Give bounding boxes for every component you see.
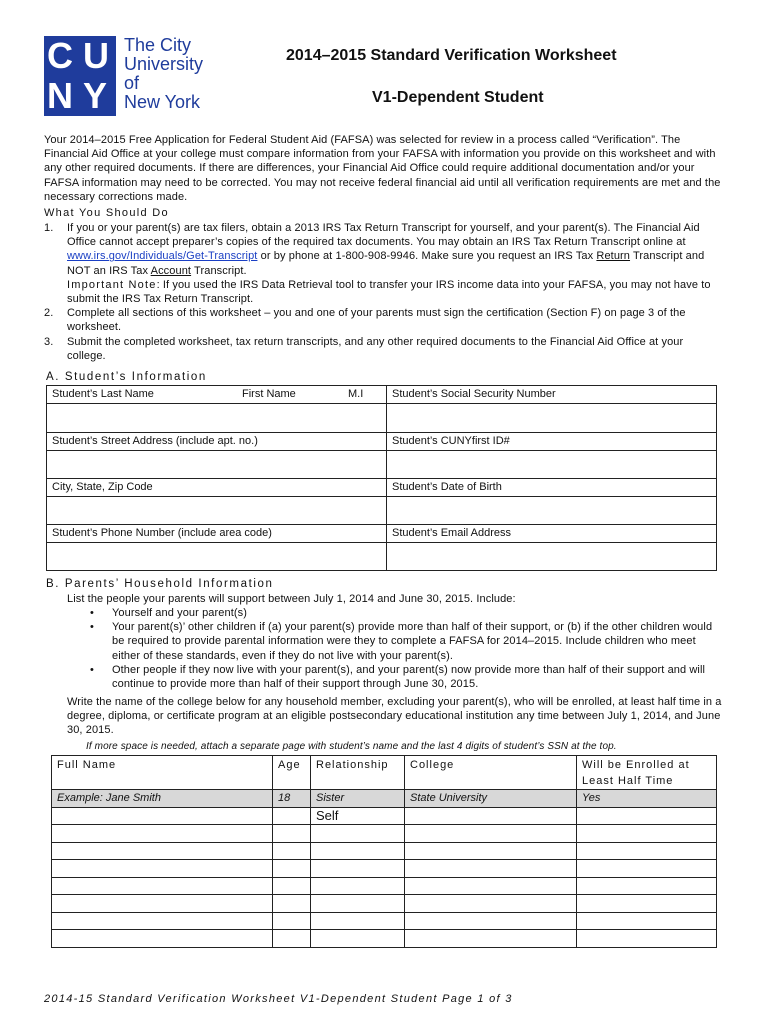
enrolled-cell[interactable]: [577, 860, 717, 878]
age-cell[interactable]: [273, 895, 311, 913]
college-cell[interactable]: [405, 860, 577, 878]
bullet-text: Your parent(s)’ other children if (a) your parent(s) provide more than half of their support, or (b) if the other children would be required to provide parental information were they to complete a FAFSA for 2014–2015. Include children who meet either of these standards, even if they do not live with your parent(s).: [112, 621, 713, 662]
student-info-table: [46, 385, 717, 571]
age-cell[interactable]: [273, 842, 311, 860]
logo-line: New York: [124, 92, 201, 112]
household-table: [51, 755, 717, 948]
cunyfirst-id-label: Student’s CUNYfirst ID#: [387, 433, 717, 451]
step-2: [44, 306, 724, 334]
middle-initial-label: M.I: [348, 388, 364, 400]
enrolled-cell[interactable]: [577, 912, 717, 930]
step-number: 3.: [44, 335, 54, 348]
street-address-field[interactable]: [47, 451, 387, 479]
college-cell[interactable]: [405, 895, 577, 913]
enrolled-cell[interactable]: [577, 877, 717, 895]
street-address-label: Student’s Street Address (include apt. no.): [47, 433, 387, 451]
age-cell[interactable]: [273, 825, 311, 843]
example-name: Example: Jane Smith: [52, 790, 273, 808]
logo-letter-u: U: [83, 35, 108, 76]
step-1: [44, 221, 724, 306]
enrolled-cell[interactable]: [577, 842, 717, 860]
step-text: Transcript and NOT an IRS Tax: [67, 250, 705, 277]
email-field[interactable]: [387, 543, 717, 571]
page-title: 2014–2015 Standard Verification Worksheet: [286, 47, 617, 64]
age-cell[interactable]: [273, 860, 311, 878]
example-age: 18: [273, 790, 311, 808]
last-name-label-cell: [47, 386, 387, 404]
bullet-icon: •: [90, 663, 94, 676]
relationship-cell[interactable]: [311, 825, 405, 843]
college-cell[interactable]: [405, 825, 577, 843]
date-of-birth-label: Student’s Date of Birth: [387, 479, 717, 497]
relationship-cell[interactable]: [311, 842, 405, 860]
first-name-label: First Name: [242, 388, 296, 400]
cunyfirst-id-field[interactable]: [387, 451, 717, 479]
what-you-should-do-heading: What You Should Do: [44, 207, 169, 219]
enrolled-cell[interactable]: [577, 807, 717, 825]
example-college: State University: [405, 790, 577, 808]
example-row: [52, 790, 717, 808]
bullet-text: Other people if they now live with your parent(s), and your parent(s) now provide more than half of their support and will continue to provide more than half of their support through June 30, 2015.: [112, 663, 706, 691]
email-label: Student’s Email Address: [387, 525, 717, 543]
logo-letter-n: N: [47, 75, 72, 116]
logo-line: University: [124, 54, 204, 74]
table-row: [52, 842, 717, 860]
section-b-intro: List the people your parents will support between July 1, 2014 and June 30, 2015. Include:: [67, 593, 516, 605]
enrolled-cell[interactable]: [577, 825, 717, 843]
col-college: College: [405, 756, 577, 790]
college-cell[interactable]: [405, 912, 577, 930]
name-cell[interactable]: [52, 807, 273, 825]
date-of-birth-field[interactable]: [387, 497, 717, 525]
steps-list: [44, 221, 724, 363]
table-row: [52, 877, 717, 895]
city-state-zip-label: City, State, Zip Code: [47, 479, 387, 497]
name-cell[interactable]: [52, 930, 273, 948]
cuny-logo-mark: [44, 36, 116, 116]
step-text: or by phone at 1-800-908-9946. Make sure you request an IRS Tax: [257, 250, 597, 263]
last-name-label: Student’s Last Name: [52, 388, 154, 400]
enrolled-cell[interactable]: [577, 930, 717, 948]
step-3: [44, 335, 724, 363]
step-text: If you or your parent(s) are tax filers, obtain a 2013 IRS Tax Return Transcript for yourself, and your parent(s). The Financial Aid Office cannot accept preparer’s copies of the required tax documents. You may obtain an IRS Tax Return Transcript online at: [67, 222, 700, 249]
bullet-icon: •: [90, 607, 94, 619]
col-age: Age: [273, 756, 311, 790]
student-name-field[interactable]: [47, 404, 387, 433]
section-a-heading: A. Student’s Information: [46, 371, 207, 383]
relationship-cell[interactable]: [311, 895, 405, 913]
ssn-field[interactable]: [387, 404, 717, 433]
step-text: Complete all sections of this worksheet – you and one of your parents must sign the certification (Section F) on page 3 of the worksheet.: [67, 307, 686, 334]
college-instructions: Write the name of the college below for any household member, excluding your parent(s), who will be enrolled, at least half time in a degree, diploma, or certificate program at an eligible postsecondary educational institution any time between July 1, 2014, and June 30, 2015.: [67, 696, 722, 737]
page-footer: 2014-15 Standard Verification Worksheet V1-Dependent Student Page 1 of 3: [44, 993, 513, 1005]
intro-paragraph: Your 2014–2015 Free Application for Federal Student Aid (FAFSA) was selected for review in a process called “Verification”. The Financial Aid Office at your college must compare information from your FAFSA with information you provide on this worksheet and with any other required documents. If there are differences, your Financial Aid Office could require additional documentation and/or your FAFSA information may need to be corrected. You may not receive federal financial aid until all verification requirements are met and the necessary corrections made.: [44, 134, 721, 203]
step-number: 2.: [44, 307, 54, 320]
example-enrolled: Yes: [577, 790, 717, 808]
table-row: [52, 912, 717, 930]
city-state-zip-field[interactable]: [47, 497, 387, 525]
table-row: [52, 807, 717, 825]
phone-field[interactable]: [47, 543, 387, 571]
enrolled-cell[interactable]: [577, 895, 717, 913]
phone-label: Student’s Phone Number (include area code): [47, 525, 387, 543]
household-bullets: [90, 606, 726, 691]
section-b-heading: B. Parents’ Household Information: [46, 578, 274, 590]
bullet-item: [90, 663, 726, 691]
cuny-logo: [44, 36, 204, 122]
ssn-label: Student’s Social Security Number: [387, 386, 717, 404]
logo-letter-y: Y: [83, 75, 107, 116]
logo-letter-c: C: [47, 35, 72, 76]
college-cell[interactable]: [405, 930, 577, 948]
bullet-text: Yourself and your parent(s): [112, 607, 247, 619]
college-cell[interactable]: [405, 842, 577, 860]
important-note-label: Important Note: [67, 278, 157, 291]
age-cell[interactable]: [273, 877, 311, 895]
relationship-cell[interactable]: [311, 860, 405, 878]
step-text-underlined: Return: [596, 250, 631, 263]
step-number: 1.: [44, 222, 54, 234]
table-row: [52, 825, 717, 843]
college-cell[interactable]: [405, 807, 577, 825]
important-note-text: : If you used the IRS Data Retrieval tool to transfer your IRS income data into your FAFSA, you may not have to submit the IRS Tax Return Transcript.: [67, 278, 711, 306]
step-text-underlined: Account: [150, 264, 192, 277]
relationship-cell[interactable]: [311, 877, 405, 895]
col-relationship: Relationship: [311, 756, 405, 790]
logo-line: of: [124, 73, 140, 93]
extra-space-note: If more space is needed, attach a separate page with student’s name and the last 4 digits of student’s SSN at the top.: [86, 741, 617, 752]
table-row: [52, 895, 717, 913]
page-subtitle: V1-Dependent Student: [372, 89, 544, 106]
household-header-row: [52, 756, 717, 790]
cuny-logo-text: [124, 36, 203, 112]
table-row: [52, 860, 717, 878]
bullet-item: [90, 620, 726, 663]
step-text: Transcript.: [191, 264, 247, 277]
table-row: [52, 930, 717, 948]
logo-line: The City: [124, 35, 192, 55]
step-text: Submit the completed worksheet, tax return transcripts, and any other required documents to the Financial Aid Office at your college.: [67, 335, 684, 362]
college-cell[interactable]: [405, 877, 577, 895]
col-enrolled-half-time: Will be Enrolled at Least Half Time: [577, 756, 717, 790]
name-cell[interactable]: [52, 912, 273, 930]
name-cell[interactable]: [52, 842, 273, 860]
name-cell[interactable]: [52, 825, 273, 843]
col-full-name: Full Name: [52, 756, 273, 790]
age-cell[interactable]: [273, 912, 311, 930]
irs-transcript-link[interactable]: www.irs.gov/Individuals/Get-Transcript: [67, 250, 258, 263]
age-cell[interactable]: [273, 807, 311, 825]
name-cell[interactable]: [52, 877, 273, 895]
example-relationship: Sister: [311, 790, 405, 808]
relationship-cell[interactable]: [311, 930, 405, 948]
name-cell[interactable]: [52, 895, 273, 913]
age-cell[interactable]: [273, 930, 311, 948]
name-cell[interactable]: [52, 860, 273, 878]
relationship-cell[interactable]: [311, 912, 405, 930]
bullet-item: [90, 606, 726, 620]
relationship-cell-self: Self: [311, 807, 405, 825]
bullet-icon: •: [90, 621, 94, 634]
